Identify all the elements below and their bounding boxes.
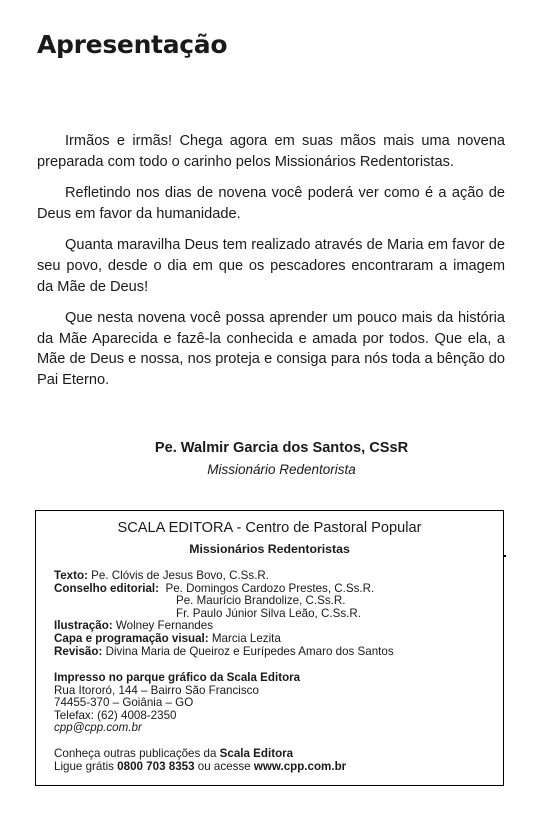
- page-title: Apresentação: [37, 30, 228, 59]
- paragraph-3: Quanta maravilha Deus tem realizado através de Maria em favor de seu povo, desde o dia em que os pescadores encontraram a imagem da Mãe de Deus!: [37, 237, 505, 295]
- credits-staff: [54, 570, 394, 658]
- publisher-org: Missionários Redentoristas: [189, 542, 350, 556]
- printer-address-1: Rua Itororó, 144 – Bairro São Francisco: [54, 683, 259, 697]
- credit-revisao: Revisão: Divina Maria de Queiroz e Eurípedes Amaro dos Santos: [54, 644, 394, 658]
- printer-info: [54, 672, 300, 735]
- paragraph-2: Refletindo nos dias de novena você poderá ver como é a ação de Deus em favor da humanidade.: [37, 185, 505, 222]
- paragraph-4: Que nesta novena você possa aprender um pouco mais da história da Mãe Aparecida e fazê-la conhecida e amada por todos. Que ela, a Mãe de Deus e nossa, nos proteja e consiga para nós toda a bênção do Pai Eterno.: [37, 310, 505, 388]
- body-text: [37, 131, 505, 402]
- printer-email: cpp@cpp.com.br: [54, 721, 142, 735]
- signature-role: Missionário Redentorista: [207, 462, 356, 477]
- credit-conselho: Conselho editorial: Pe. Domingos Cardozo Prestes, C.Ss.R.: [54, 581, 375, 595]
- conheca-line: Conheça outras publicações da Scala Editora: [54, 747, 294, 760]
- paragraph-1: Irmãos e irmãs! Chega agora em suas mãos mais uma novena preparada com todo o carinho pelos Missionários Redentoristas.: [37, 133, 505, 170]
- credit-conselho-member: Pe. Maurício Brandolize, C.Ss.R.: [176, 594, 346, 608]
- signature-name: Pe. Walmir Garcia dos Santos, CSsR: [154, 440, 409, 456]
- credit-capa: Capa e programação visual: Marcia Lezita: [54, 631, 281, 645]
- contact-info: [54, 748, 346, 773]
- corner-mark: [504, 555, 506, 557]
- printer-address-2: 74455-370 – Goiânia – GO: [54, 696, 194, 710]
- credit-ilustracao: Ilustração: Wolney Fernandes: [54, 619, 213, 633]
- credit-conselho-member: Fr. Paulo Júnior Silva Leão, C.Ss.R.: [176, 606, 361, 620]
- publisher-heading: SCALA EDITORA - Centro de Pastoral Popular: [117, 520, 422, 536]
- printer-phone: Telefax: (62) 4008-2350: [54, 708, 177, 722]
- printer-title: Impresso no parque gráfico da Scala Editora: [54, 671, 301, 684]
- credits-box: [35, 510, 504, 786]
- ligue-line: Ligue grátis 0800 703 8353 ou acesse www.cpp.com.br: [54, 759, 347, 773]
- credit-texto: Texto: Pe. Clóvis de Jesus Bovo, C.Ss.R.: [54, 569, 270, 582]
